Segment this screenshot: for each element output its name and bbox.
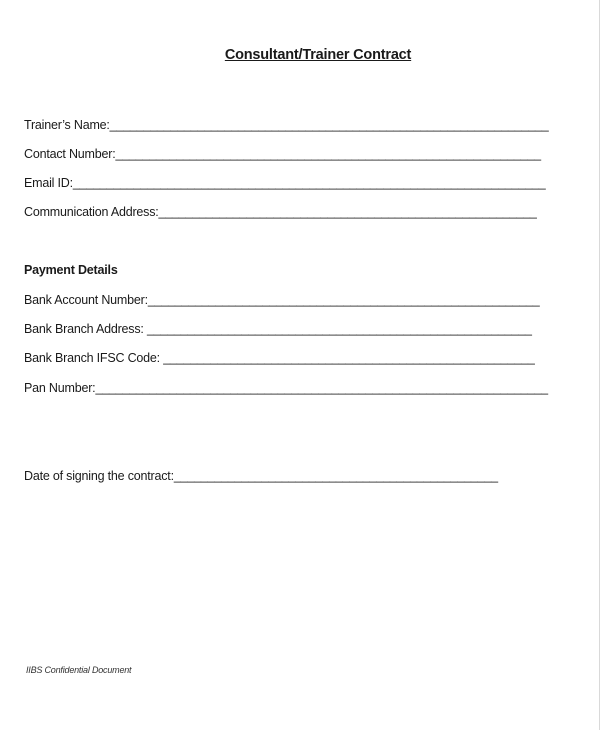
bank-account-number-field: Bank Account Number:__________________________________________________________	[24, 293, 540, 307]
signing-date-field: Date of signing the contract:________________________________________________	[24, 469, 498, 483]
document-title: Consultant/Trainer Contract	[224, 47, 412, 63]
contact-number-field: Contact Number:_______________________________________________________________	[24, 147, 541, 161]
bank-branch-address-field: Bank Branch Address: _________________________________________________________	[24, 322, 532, 336]
payment-details-heading: Payment Details	[24, 263, 118, 277]
communication-address-field: Communication Address:________________________________________________________	[24, 205, 537, 219]
bank-branch-ifsc-field: Bank Branch IFSC Code: _______________________________________________________	[24, 351, 535, 365]
pan-number-field: Pan Number:___________________________________________________________________	[24, 381, 548, 395]
email-id-field: Email ID:______________________________________________________________________	[24, 176, 546, 190]
confidential-footer: IIBS Confidential Document	[26, 665, 132, 675]
trainer-name-field: Trainer’s Name:_________________________________________________________________	[24, 118, 549, 132]
